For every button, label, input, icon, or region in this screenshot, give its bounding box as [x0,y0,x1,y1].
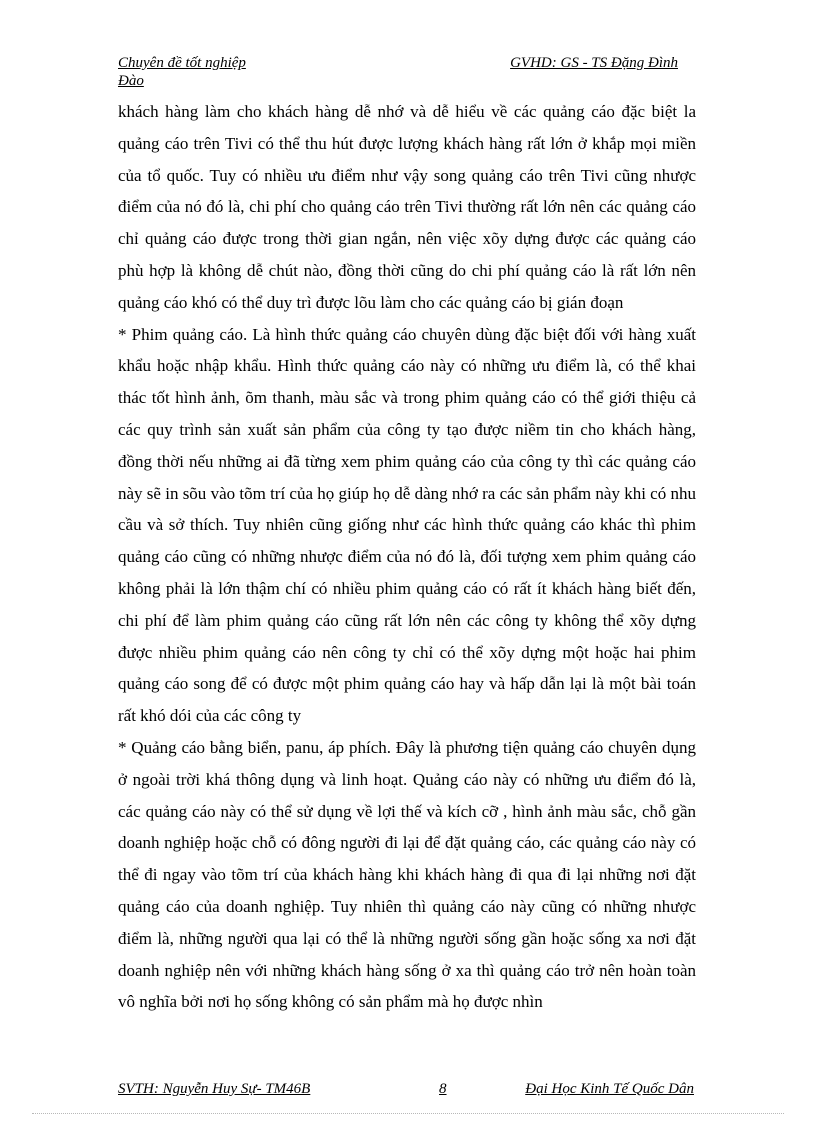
header-line [118,54,678,72]
paragraph-1: khách hàng làm cho khách hàng dễ nhớ và dễ hiểu về các quảng cáo đặc biệt la quảng cáo trên Tivi có thể thu hút được lượng khách hàng rất lớn ở khắp mọi miền của tổ quốc. Tuy có nhiều ưu điểm như vậy song quảng cáo trên Tivi cũng nhược điểm của nó đó là, chi phí cho quảng cáo trên Tivi thường rất lớn nên các quảng cáo chỉ quảng cáo được trong thời gian ngắn, nên việc xõy dựng được các quảng cáo phù hợp là không dễ chút nào, đồng thời cũng do chi phí quảng cáo là rất lớn nên quảng cáo khó có thể duy trì được lõu làm cho các quảng cáo bị gián đoạn [118,102,696,312]
footer-author: SVTH: Nguyễn Huy Sự- TM46B [118,1081,311,1097]
paragraph-2: * Phim quảng cáo. Là hình thức quảng cáo chuyên dùng đặc biệt đối với hàng xuất khẩu hoặc nhập khẩu. Hình thức quảng cáo này có những ưu điểm là, có thể khai thác tốt hình ảnh, õm thanh, màu sắc và trong phim quảng cáo có thể giới thiệu cả các quy trình sản xuất sản phẩm của công ty tạo được niềm tin cho khách hàng, đồng thời nếu những ai đã từng xem phim quảng cáo của công ty thì các quảng cáo này sẽ in sõu vào tõm trí của họ giúp họ dễ dàng nhớ ra các sản phẩm này khi có nhu cầu và sở thích. Tuy nhiên cũng giống như các hình thức quảng cáo khác thì phim quảng cáo cũng có những nhược điểm của nó đó là, đối tượng xem phim quảng cáo không phải là lớn thậm chí có nhiều phim quảng cáo có rất ít khách hàng biết đến, chi phí để làm phim quảng cáo cũng rất lớn nên các công ty không thể xõy dựng được nhiều phim quảng cáo nên công ty chỉ có thể xõy dựng một hoặc hai phim quảng cáo song để có được một phim quảng cáo hay và hấp dẫn lại là một bài toán rất khó dói của các công ty [118,324,696,726]
document-body [118,96,696,1018]
page-bottom-divider [32,1113,784,1114]
header-right: GVHD: GS - TS Đặng Đình [510,55,678,71]
footer-university: Đại Học Kinh Tế Quốc Dân [525,1081,694,1097]
header-left: Chuyên đề tốt nghiệp [118,55,246,71]
header-continuation: Đào [118,73,144,89]
page-header [118,54,678,90]
page-number: 8 [439,1081,447,1097]
page-footer [118,1080,694,1098]
paragraph-3: * Quảng cáo bằng biển, panu, áp phích. Đây là phương tiện quảng cáo chuyên dụng ở ngoài trời khá thông dụng và linh hoạt. Quảng cáo này có những ưu điểm đó là, các quảng cáo này có thể sử dụng về lợi thế và kích cỡ , hình ảnh màu sắc, chỗ gần doanh nghiệp hoặc chỗ có đông người đi lại để đặt quảng cáo, các quảng cáo này có thể đi ngay vào tõm trí của khách hàng khi khách hàng đi qua đi lại những nơi đặt quảng cáo của doanh nghiệp. Tuy nhiên thì quảng cáo này cũng có những nhược điểm là, những người qua lại có thể là những người sống gần hoặc sống xa nơi đặt doanh nghiệp nên với những khách hàng sống ở xa thì quảng cáo trở nên hoàn toàn vô nghĩa bởi nơi họ sống không có sản phẩm mà họ được nhìn [118,737,696,1012]
